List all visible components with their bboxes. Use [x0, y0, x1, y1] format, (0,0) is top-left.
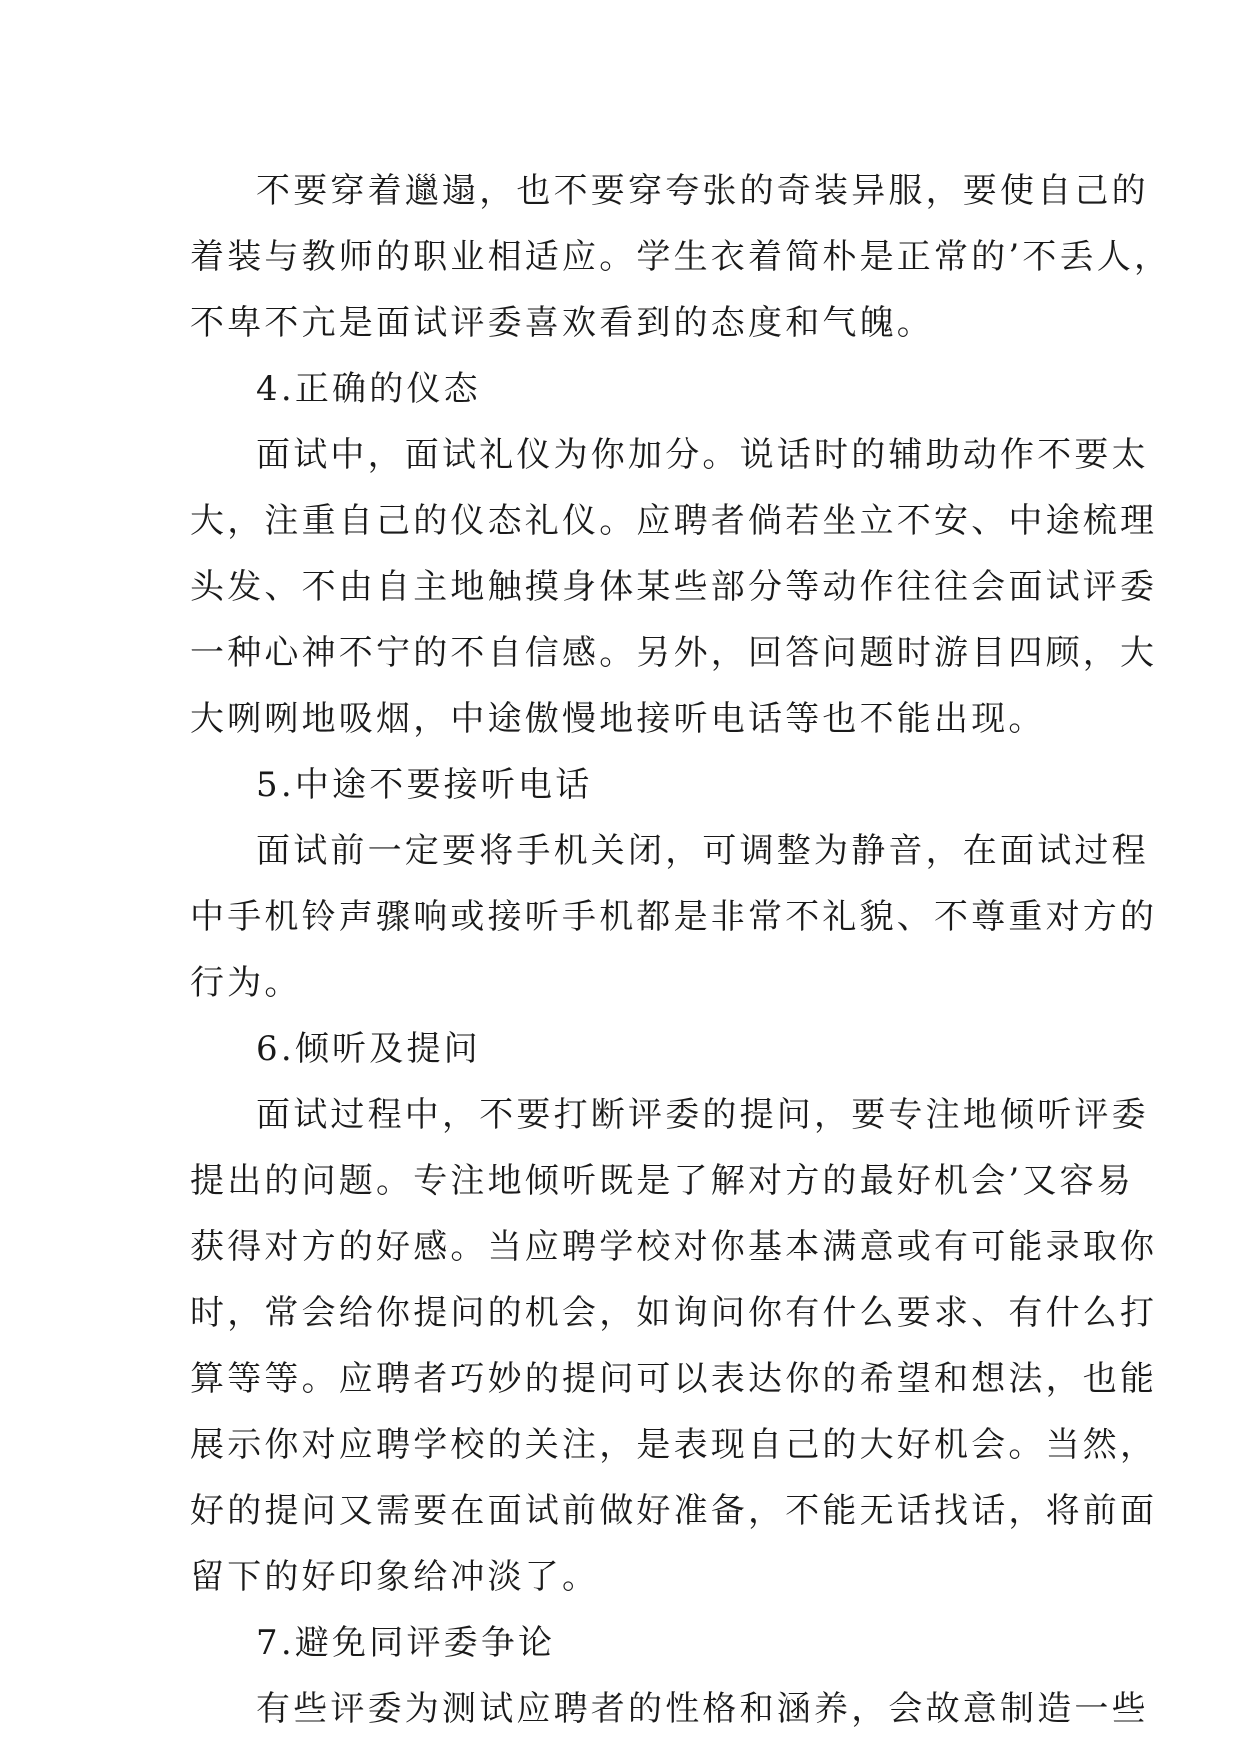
paragraph-line: 获得对方的好感。当应聘学校对你基本满意或有可能录取你 [190, 1227, 1158, 1267]
paragraph-line: 着装与教师的职业相适应。学生衣着简朴是正常的’不丢人， [190, 237, 1172, 277]
section-heading: 5.中途不要接听电话 [256, 765, 593, 805]
paragraph-line: 好的提问又需要在面试前做好准备，不能无话找话，将前面 [190, 1491, 1158, 1531]
paragraph-line: 面试中，面试礼仪为你加分。说话时的辅助动作不要太 [256, 435, 1149, 475]
paragraph-line: 算等等。应聘者巧妙的提问可以表达你的希望和想法，也能 [190, 1359, 1158, 1399]
paragraph-line: 时，常会给你提问的机会，如询问你有什么要求、有什么打 [190, 1293, 1158, 1333]
paragraph-line: 有些评委为测试应聘者的性格和涵养，会故意制造一些 [256, 1689, 1149, 1729]
paragraph-line: 行为。 [190, 963, 302, 1003]
paragraph-line: 留下的好印象给冲淡了。 [190, 1557, 600, 1597]
paragraph-line: 一种心神不宁的不自信感。另外，回答问题时游目四顾，大 [190, 633, 1158, 673]
paragraph-line: 展示你对应聘学校的关注，是表现自己的大好机会。当然， [190, 1425, 1158, 1465]
paragraph-line: 不要穿着邋遢，也不要穿夸张的奇装异服，要使自己的 [256, 171, 1149, 211]
document-page [190, 158, 1172, 1742]
paragraph-line: 不卑不亢是面试评委喜欢看到的态度和气魄。 [190, 303, 934, 343]
paragraph-line: 提出的问题。专注地倾听既是了解对方的最好机会’又容易 [190, 1161, 1135, 1201]
paragraph-line: 大，注重自己的仪态礼仪。应聘者倘若坐立不安、中途梳理 [190, 501, 1158, 541]
paragraph-line: 中手机铃声骤响或接听手机都是非常不礼貌、不尊重对方的 [190, 897, 1158, 937]
paragraph-line: 面试前一定要将手机关闭，可调整为静音，在面试过程 [256, 831, 1149, 871]
section-heading: 6.倾听及提问 [256, 1029, 481, 1069]
section-heading: 4.正确的仪态 [256, 369, 481, 409]
paragraph-line: 面试过程中，不要打断评委的提问，要专注地倾听评委 [256, 1095, 1149, 1135]
paragraph-line: 头发、不由自主地触摸身体某些部分等动作往往会面试评委 [190, 567, 1158, 607]
section-heading: 7.避免同评委争论 [256, 1623, 556, 1663]
paragraph-line: 大咧咧地吸烟，中途傲慢地接听电话等也不能出现。 [190, 699, 1046, 739]
